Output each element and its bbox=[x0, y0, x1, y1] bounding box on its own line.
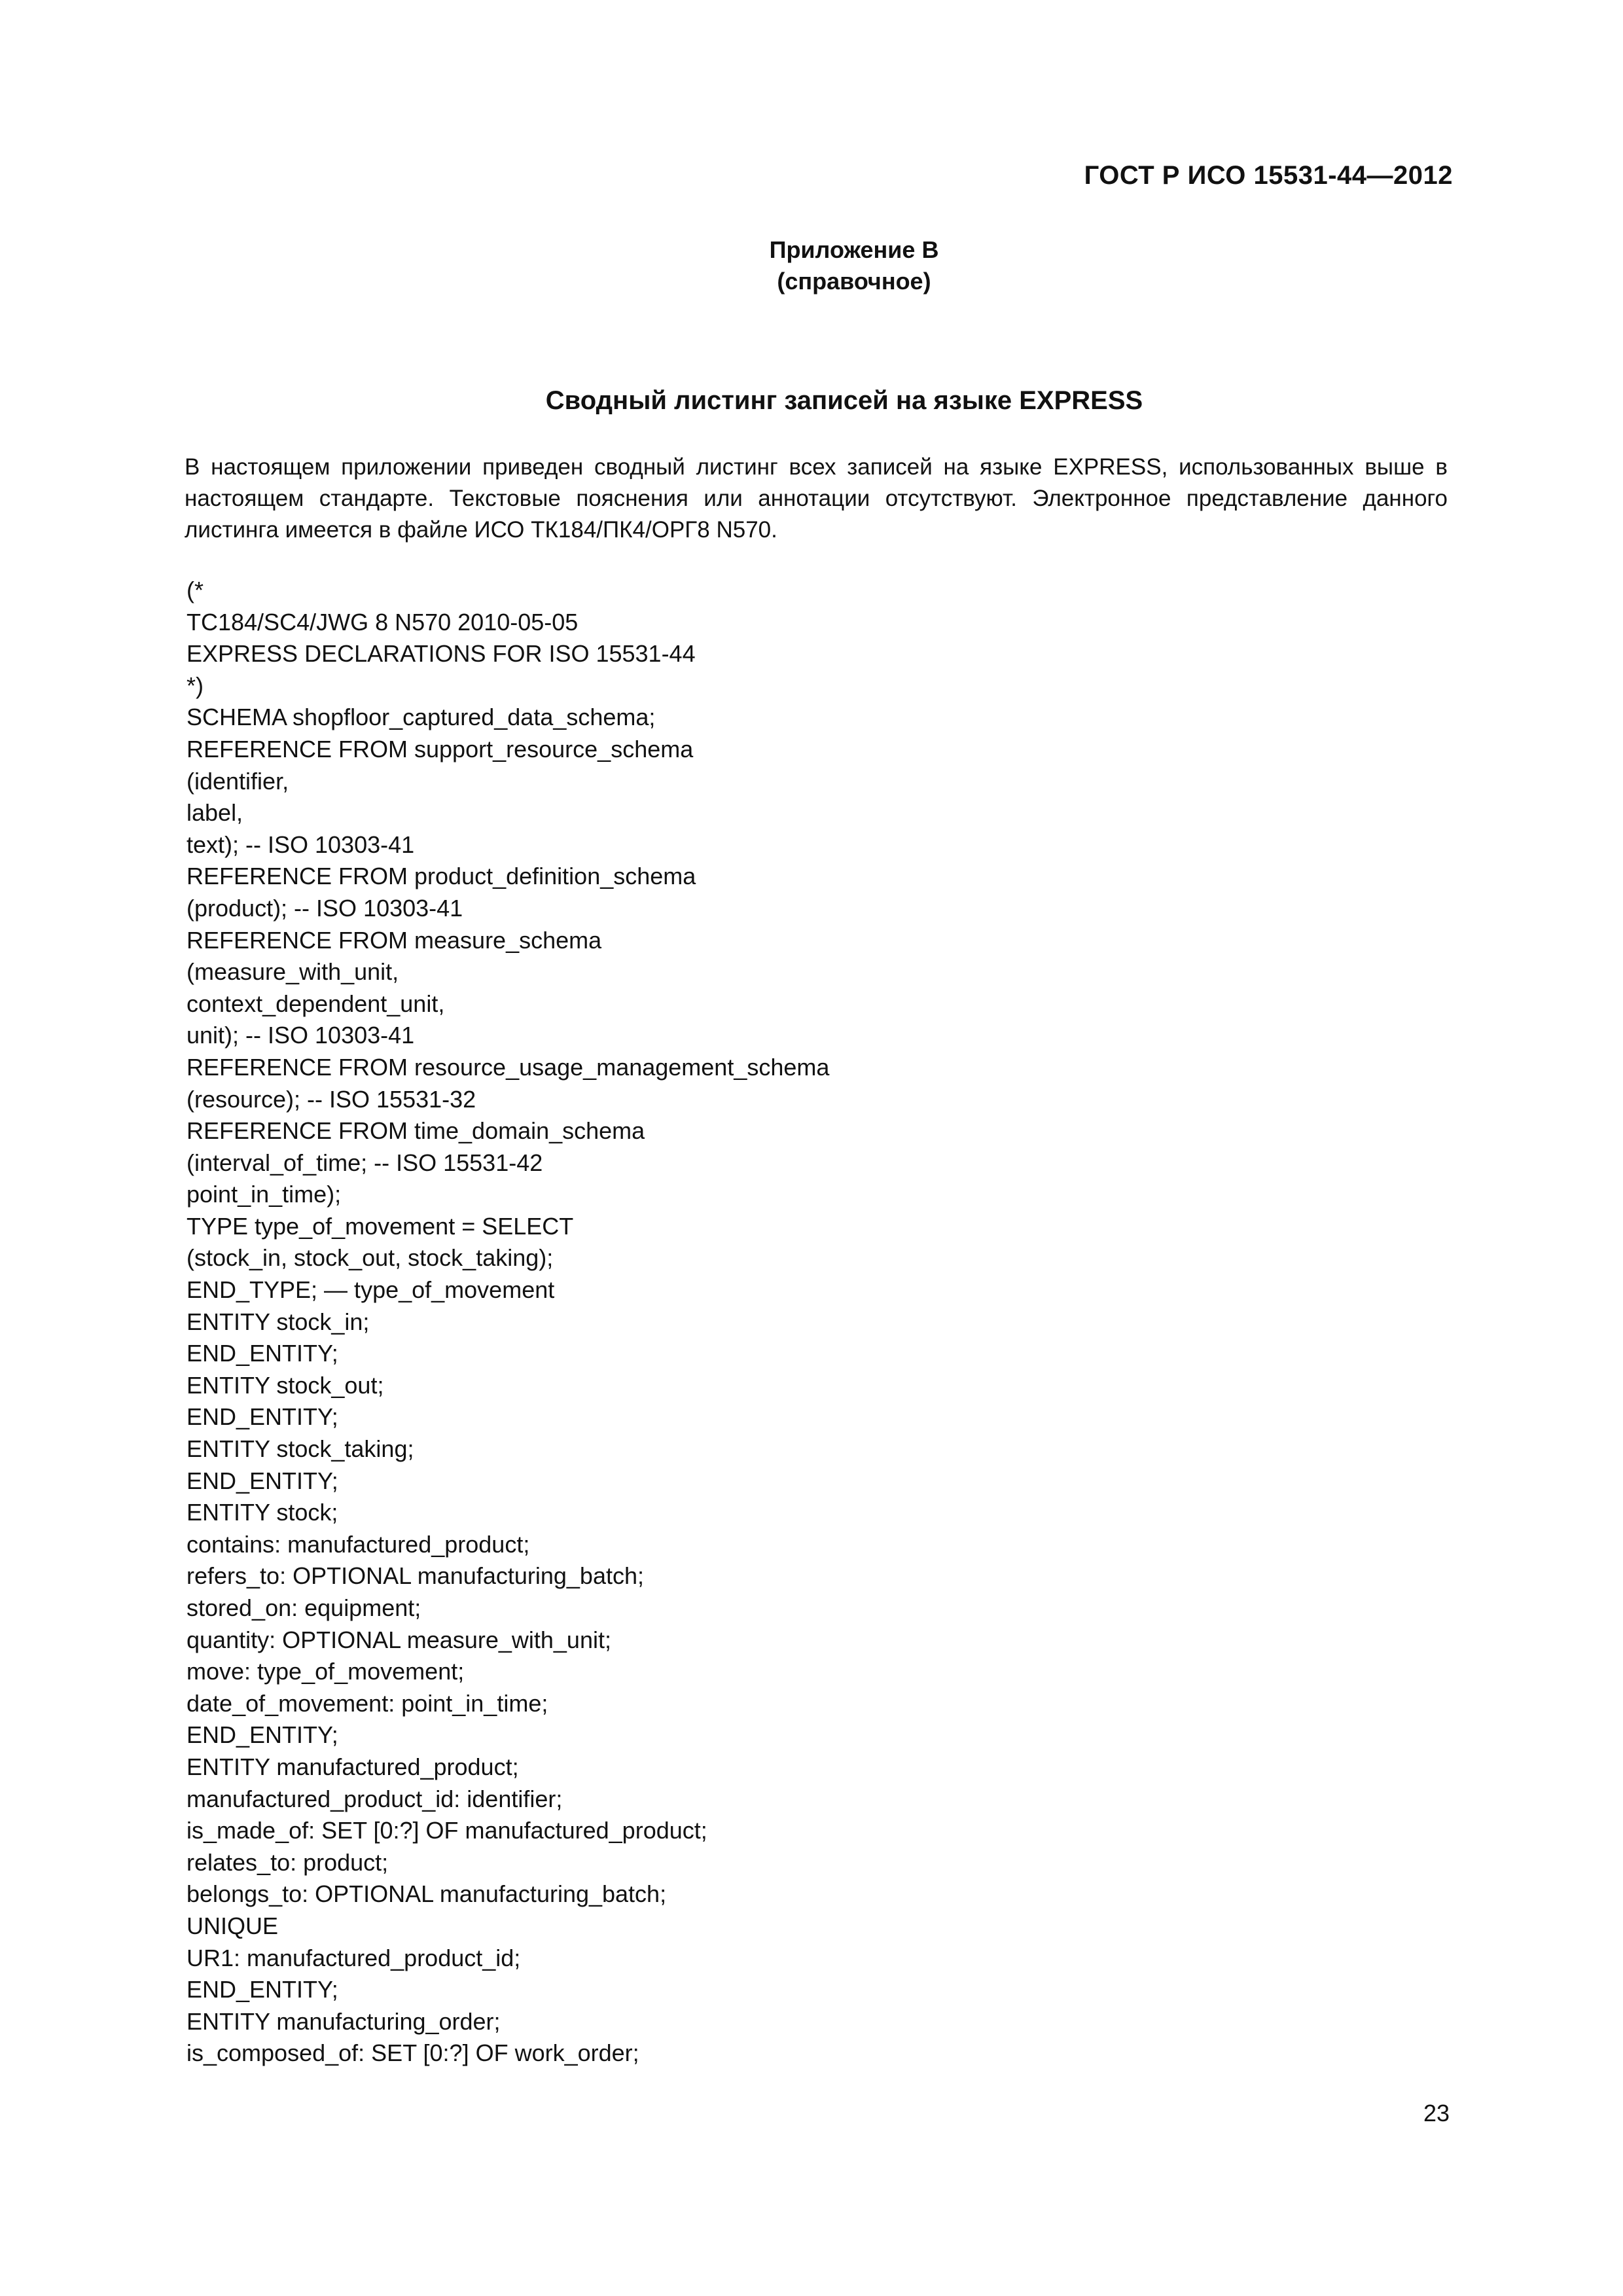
listing-line: *) bbox=[187, 672, 204, 699]
listing-line: move: type_of_movement; bbox=[187, 1658, 465, 1685]
listing-line: unit); -- ISO 10303-41 bbox=[187, 1022, 415, 1049]
section-title: Сводный листинг записей на языке EXPRESS bbox=[545, 386, 1143, 415]
listing-line: refers_to: OPTIONAL manufacturing_batch; bbox=[187, 1562, 644, 1590]
document-code: ГОСТ Р ИСО 15531-44—2012 bbox=[1084, 161, 1453, 190]
appendix-title: Приложение В bbox=[769, 236, 939, 263]
listing-line: REFERENCE FROM time_domain_schema bbox=[187, 1117, 645, 1145]
express-listing bbox=[187, 575, 1430, 2070]
listing-line: (resource); -- ISO 15531-32 bbox=[187, 1085, 476, 1113]
appendix-heading bbox=[0, 234, 1623, 297]
appendix-subtitle: (справочное) bbox=[777, 268, 931, 295]
listing-line: context_dependent_unit, bbox=[187, 990, 445, 1017]
listing-line: EXPRESS DECLARATIONS FOR ISO 15531-44 bbox=[187, 640, 696, 668]
listing-line: date_of_movement: point_in_time; bbox=[187, 1689, 548, 1717]
listing-line: belongs_to: OPTIONAL manufacturing_batch; bbox=[187, 1880, 667, 1908]
listing-line: END_ENTITY; bbox=[187, 1467, 338, 1494]
listing-line: (measure_with_unit, bbox=[187, 958, 399, 986]
listing-line: (identifier, bbox=[187, 767, 289, 795]
listing-line: END_ENTITY; bbox=[187, 1340, 338, 1367]
listing-line: ENTITY stock; bbox=[187, 1499, 338, 1526]
listing-line: TC184/SC4/JWG 8 N570 2010-05-05 bbox=[187, 608, 579, 636]
listing-line: text); -- ISO 10303-41 bbox=[187, 831, 415, 858]
listing-line: ENTITY stock_taking; bbox=[187, 1435, 414, 1463]
listing-line: END_ENTITY; bbox=[187, 1721, 338, 1749]
listing-line: (* bbox=[187, 577, 204, 603]
listing-line: END_TYPE; — type_of_movement bbox=[187, 1276, 555, 1304]
listing-line: is_composed_of: SET [0:?] OF work_order; bbox=[187, 2039, 639, 2067]
listing-line: relates_to: product; bbox=[187, 1848, 389, 1876]
listing-line: manufactured_product_id: identifier; bbox=[187, 1785, 563, 1812]
page-number: 23 bbox=[1423, 2100, 1450, 2126]
listing-line: is_made_of: SET [0:?] OF manufactured_product; bbox=[187, 1817, 707, 1844]
listing-line: REFERENCE FROM measure_schema bbox=[187, 926, 602, 954]
listing-line: UNIQUE bbox=[187, 1912, 279, 1939]
intro-paragraph: В настоящем приложении приведен сводный листинг всех записей на языке EXPRESS, использованных выше в настоящем стандарте. Текстовые пояснения или аннотации отсутствуют. Электронное представление данного листинга имеется в файле ИСО ТК184/ПК4/ОРГ8 N570. bbox=[185, 454, 1448, 543]
listing-line: point_in_time); bbox=[187, 1181, 342, 1208]
listing-line: REFERENCE FROM support_resource_schema bbox=[187, 735, 694, 762]
listing-line: REFERENCE FROM resource_usage_management_schema bbox=[187, 1053, 830, 1081]
listing-line: contains: manufactured_product; bbox=[187, 1530, 530, 1558]
listing-line: stored_on: equipment; bbox=[187, 1594, 421, 1621]
listing-line: ENTITY stock_in; bbox=[187, 1308, 370, 1335]
listing-line: END_ENTITY; bbox=[187, 1403, 338, 1431]
listing-line: ENTITY manufactured_product; bbox=[187, 1753, 519, 1780]
listing-line: (product); -- ISO 10303-41 bbox=[187, 894, 463, 922]
listing-line: quantity: OPTIONAL measure_with_unit; bbox=[187, 1626, 611, 1653]
listing-line: (interval_of_time; -- ISO 15531-42 bbox=[187, 1149, 543, 1176]
listing-line: (stock_in, stock_out, stock_taking); bbox=[187, 1244, 554, 1272]
listing-line: UR1: manufactured_product_id; bbox=[187, 1944, 521, 1971]
listing-line: SCHEMA shopfloor_captured_data_schema; bbox=[187, 704, 656, 731]
listing-line: label, bbox=[187, 799, 243, 827]
listing-line: ENTITY manufacturing_order; bbox=[187, 2007, 501, 2035]
listing-line: END_ENTITY; bbox=[187, 1976, 338, 2003]
listing-line: REFERENCE FROM product_definition_schema bbox=[187, 863, 696, 890]
listing-line: ENTITY stock_out; bbox=[187, 1371, 384, 1399]
listing-line: TYPE type_of_movement = SELECT bbox=[187, 1212, 574, 1240]
